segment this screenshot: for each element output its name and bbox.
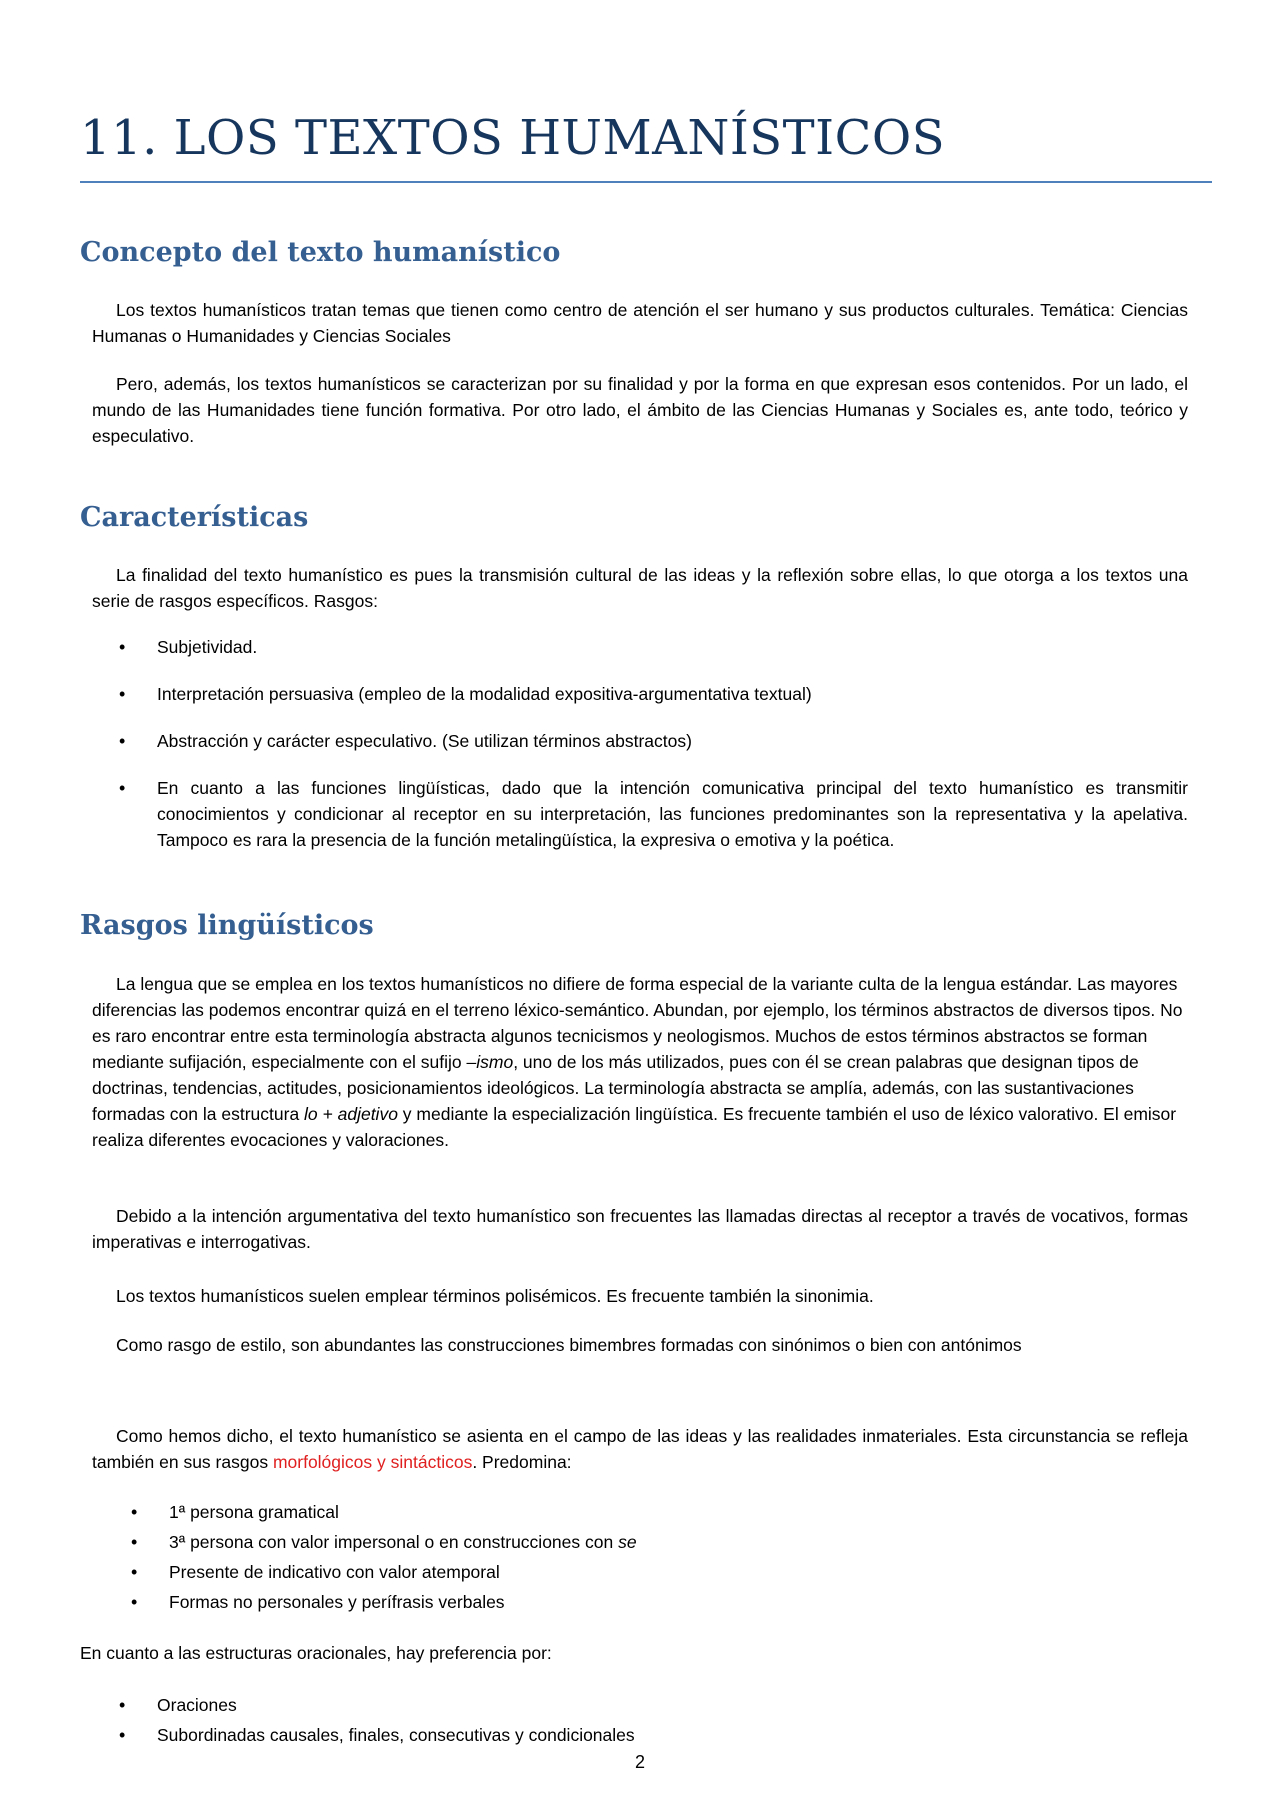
rasgos-paragraph-2: Debido a la intención argumentativa del texto humanístico son frecuentes las llamadas directas al receptor a través de vocativos, formas imperativas e interrogativas. [92,1206,1188,1252]
heading-rasgos: Rasgos lingüísticos [80,910,374,941]
morphology-list [131,1499,1188,1619]
caracteristicas-list [119,634,1188,874]
concepto-paragraph-2: Pero, además, los textos humanísticos se caracterizan por su finalidad y por la forma en que expresan esos contenidos. Por un lado, el mundo de las Humanidades tiene función formativa. Por otro lado, el ámbito de las Ciencias Humanas y Sociales es, ante todo, teórico y especulativo. [92,374,1188,446]
heading-concepto: Concepto del texto humanístico [80,237,561,268]
bullet-icon: • [119,1725,126,1745]
list-item: • Subordinadas causales, finales, consecutivas y condicionales [157,1722,1188,1748]
rasgos-paragraph-4: Como rasgo de estilo, son abundantes las construcciones bimembres formadas con sinónimos o bien con antónimos [116,1335,1022,1355]
rasgos-paragraph-6: En cuanto a las estructuras oracionales, hay preferencia por: [80,1643,552,1663]
list-item: • Presente de indicativo con valor atemporal [169,1559,1188,1585]
structures-list [119,1692,1188,1752]
list-item: • Oraciones [157,1692,1188,1718]
list-item: • 1ª persona gramatical [169,1499,1188,1525]
heading-caracteristicas: Características [80,502,309,533]
bullet-icon: • [131,1562,138,1582]
bullet-icon: • [131,1592,138,1612]
bullet-icon: • [119,1695,126,1715]
bullet-icon: • [119,778,126,798]
bullet-icon: • [131,1532,138,1552]
list-item: • 3ª persona con valor impersonal o en construcciones con se [169,1529,1188,1555]
list-item: • Abstracción y carácter especulativo. (Se utilizan términos abstractos) [157,728,1188,754]
title-underline [80,181,1212,183]
bullet-icon: • [119,731,126,751]
bullet-icon: • [119,637,126,657]
bullet-icon: • [131,1502,138,1522]
rasgos-paragraph-1: La lengua que se emplea en los textos humanísticos no difiere de forma especial de la variante culta de la lengua estándar. Las mayores diferencias las podemos encontrar quizá en el terreno léxico-semántico. Abundan, por ejemplo, los términos abstractos de diversos tipos. No es raro encontrar entre esta terminología abstracta algunos tecnicismos y neologismos. Muchos de estos términos abstractos se forman mediante sufijación, especialmente con el sufijo –ismo, uno de los más utilizados, pues con él se crean palabras que designan tipos de doctrinas, tendencias, actitudes, posicionamientos ideológicos. La terminología abstracta se amplía, además, con las sustantivaciones formadas con la estructura lo + adjetivo y mediante la especialización lingüística. Es frecuente también el uso de léxico valorativo. El emisor realiza diferentes evocaciones y valoraciones. [92,974,1183,1150]
list-item: • Interpretación persuasiva (empleo de la modalidad expositiva-argumentativa textual) [157,681,1188,707]
page-title: 11. LOS TEXTOS HUMANÍSTICOS [80,110,946,166]
concepto-paragraph-1: Los textos humanísticos tratan temas que tienen como centro de atención el ser humano y sus productos culturales. Temática: Ciencias Humanas o Humanidades y Ciencias Sociales [92,300,1188,346]
rasgos-paragraph-5: Como hemos dicho, el texto humanístico se asienta en el campo de las ideas y las realidades inmateriales. Esta circunstancia se refleja también en sus rasgos morfológicos y sintácticos. Predomina: [92,1426,1188,1472]
page-number: 2 [634,1752,645,1772]
list-item: • Formas no personales y perífrasis verbales [169,1589,1188,1615]
list-item: • Subjetividad. [157,634,1188,660]
list-item: • En cuanto a las funciones lingüísticas, dado que la intención comunicativa principal del texto humanístico es transmitir conocimientos y condicionar al receptor en su interpretación, las funciones predominantes son la representativa y la apelativa. Tampoco es rara la presencia de la función metalingüística, la expresiva o emotiva y la poética. [157,775,1188,853]
bullet-icon: • [119,684,126,704]
caracteristicas-paragraph: La finalidad del texto humanístico es pues la transmisión cultural de las ideas y la reflexión sobre ellas, lo que otorga a los textos una serie de rasgos específicos. Rasgos: [92,565,1188,611]
rasgos-paragraph-3: Los textos humanísticos suelen emplear términos polisémicos. Es frecuente también la sinonimia. [116,1286,874,1306]
highlighted-text: morfológicos y sintácticos [272,1452,473,1472]
